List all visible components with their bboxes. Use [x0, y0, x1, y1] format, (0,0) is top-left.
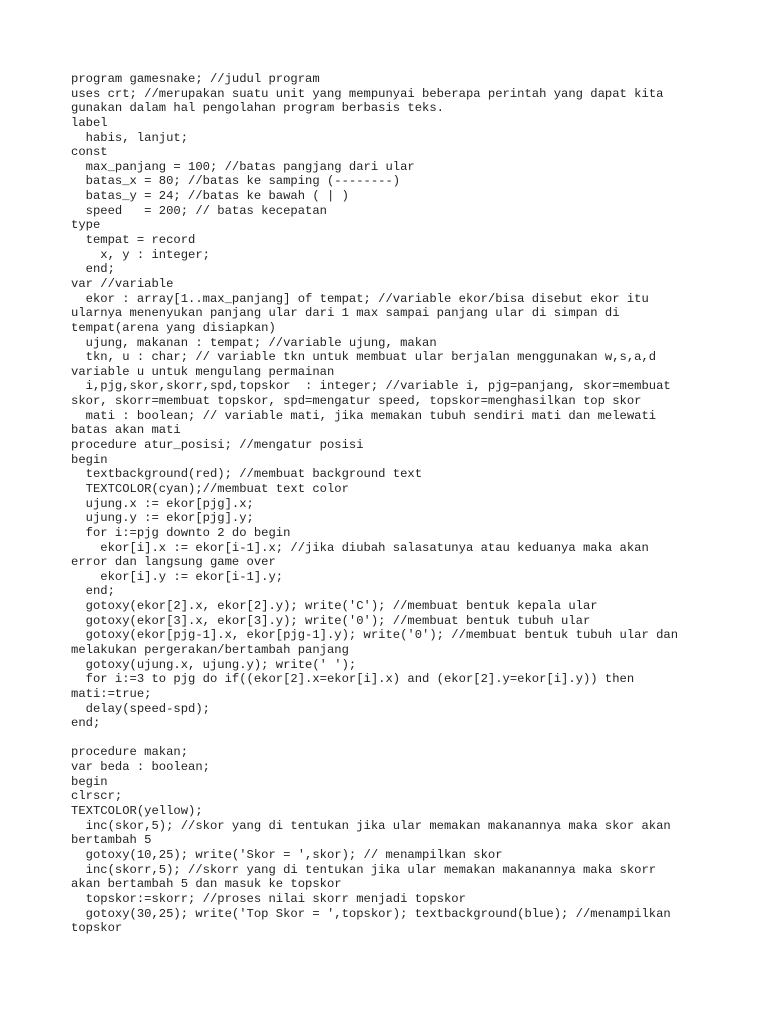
code-line: x, y : integer; — [71, 247, 210, 262]
code-line: gotoxy(ekor[pjg-1].x, ekor[pjg-1].y); write('0'); //membuat bentuk tubuh ular dan — [71, 628, 679, 643]
code-line: topskor:=skorr; //proses nilai skorr menjadi topskor — [71, 891, 466, 906]
code-line: var //variable — [71, 276, 174, 291]
code-line: ekor[i].x := ekor[i-1].x; //jika diubah salasatunya atau keduanya maka akan — [71, 540, 649, 555]
code-line: type — [71, 218, 101, 233]
code-line: TEXTCOLOR(yellow); — [71, 804, 203, 819]
code-line: end; — [71, 716, 101, 731]
code-line: begin — [71, 452, 108, 467]
code-line: gotoxy(30,25); write('Top Skor = ',topskor); textbackground(blue); //menampilkan — [71, 906, 671, 921]
code-line: i,pjg,skor,skorr,spd,topskor : integer; //variable i, pjg=panjang, skor=membuat — [71, 379, 671, 394]
code-line: gunakan dalam hal pengolahan program berbasis teks. — [71, 101, 444, 116]
code-line: inc(skor,5); //skor yang di tentukan jika ular memakan makanannya maka skor akan — [71, 818, 671, 833]
code-line: const — [71, 145, 108, 160]
code-line: procedure makan; — [71, 745, 189, 760]
code-line: program gamesnake; //judul program — [71, 72, 320, 86]
code-line — [71, 731, 761, 746]
code-line: delay(speed-spd); — [71, 701, 210, 716]
code-line: ularnya menenyukan panjang ular dari 1 max sampai panjang ular di simpan di — [71, 306, 620, 321]
code-line: var beda : boolean; — [71, 760, 210, 775]
code-line: batas_y = 24; //batas ke bawah ( | ) — [71, 189, 349, 204]
code-line: gotoxy(10,25); write('Skor = ',skor); // menampilkan skor — [71, 847, 503, 862]
code-line: clrscr; — [71, 789, 123, 804]
code-line: melakukan pergerakan/bertambah panjang — [71, 642, 349, 657]
code-line: mati:=true; — [71, 686, 152, 701]
code-line: gotoxy(ekor[3].x, ekor[3].y); write('0'); //membuat bentuk tubuh ular — [71, 613, 591, 628]
code-line: error dan langsung game over — [71, 555, 276, 570]
code-line: begin — [71, 774, 108, 789]
code-line: variable u untuk mengulang permainan — [71, 364, 335, 379]
code-line: ujung.x := ekor[pjg].x; — [71, 496, 254, 511]
code-line: bertambah 5 — [71, 833, 152, 848]
code-line: mati : boolean; // variable mati, jika memakan tubuh sendiri mati dan melewati — [71, 408, 657, 423]
code-line: TEXTCOLOR(cyan);//membuat text color — [71, 481, 349, 496]
code-line: gotoxy(ekor[2].x, ekor[2].y); write('C'); //membuat bentuk kepala ular — [71, 599, 598, 614]
code-line: end; — [71, 584, 115, 599]
code-line: ujung, makanan : tempat; //variable ujung, makan — [71, 335, 437, 350]
code-line: ekor[i].y := ekor[i-1].y; — [71, 569, 284, 584]
code-line: akan bertambah 5 dan masuk ke topskor — [71, 877, 342, 892]
code-line: tkn, u : char; // variable tkn untuk membuat ular berjalan menggunakan w,s,a,d — [71, 350, 657, 365]
code-line: textbackground(red); //membuat background text — [71, 467, 423, 482]
code-line: speed = 200; // batas kecepatan — [71, 203, 327, 218]
code-line: for i:=pjg downto 2 do begin — [71, 525, 291, 540]
code-line: ujung.y := ekor[pjg].y; — [71, 511, 254, 526]
code-line: batas_x = 80; //batas ke samping (--------) — [71, 174, 401, 189]
code-line: label — [71, 115, 108, 130]
code-line: for i:=3 to pjg do if((ekor[2].x=ekor[i].x) and (ekor[2].y=ekor[i].y)) then — [71, 672, 635, 687]
code-line: end; — [71, 262, 115, 277]
code-line: procedure atur_posisi; //mengatur posisi — [71, 438, 364, 453]
code-line: uses crt; //merupakan suatu unit yang mempunyai beberapa perintah yang dapat kita — [71, 86, 664, 101]
code-line: gotoxy(ujung.x, ujung.y); write(' '); — [71, 657, 357, 672]
code-line: topskor — [71, 921, 123, 936]
code-line: max_panjang = 100; //batas pangjang dari ular — [71, 159, 415, 174]
code-line: inc(skorr,5); //skorr yang di tentukan jika ular memakan makanannya maka skorr — [71, 862, 657, 877]
code-line: tempat = record — [71, 233, 196, 248]
code-line: ekor : array[1..max_panjang] of tempat; //variable ekor/bisa disebut ekor itu — [71, 291, 649, 306]
code-line: skor, skorr=membuat topskor, spd=mengatur speed, topskor=menghasilkan top skor — [71, 394, 642, 409]
code-line: tempat(arena yang disiapkan) — [71, 320, 276, 335]
source-code-block — [71, 72, 761, 936]
code-line: batas akan mati — [71, 423, 181, 438]
code-line: habis, lanjut; — [71, 130, 189, 145]
